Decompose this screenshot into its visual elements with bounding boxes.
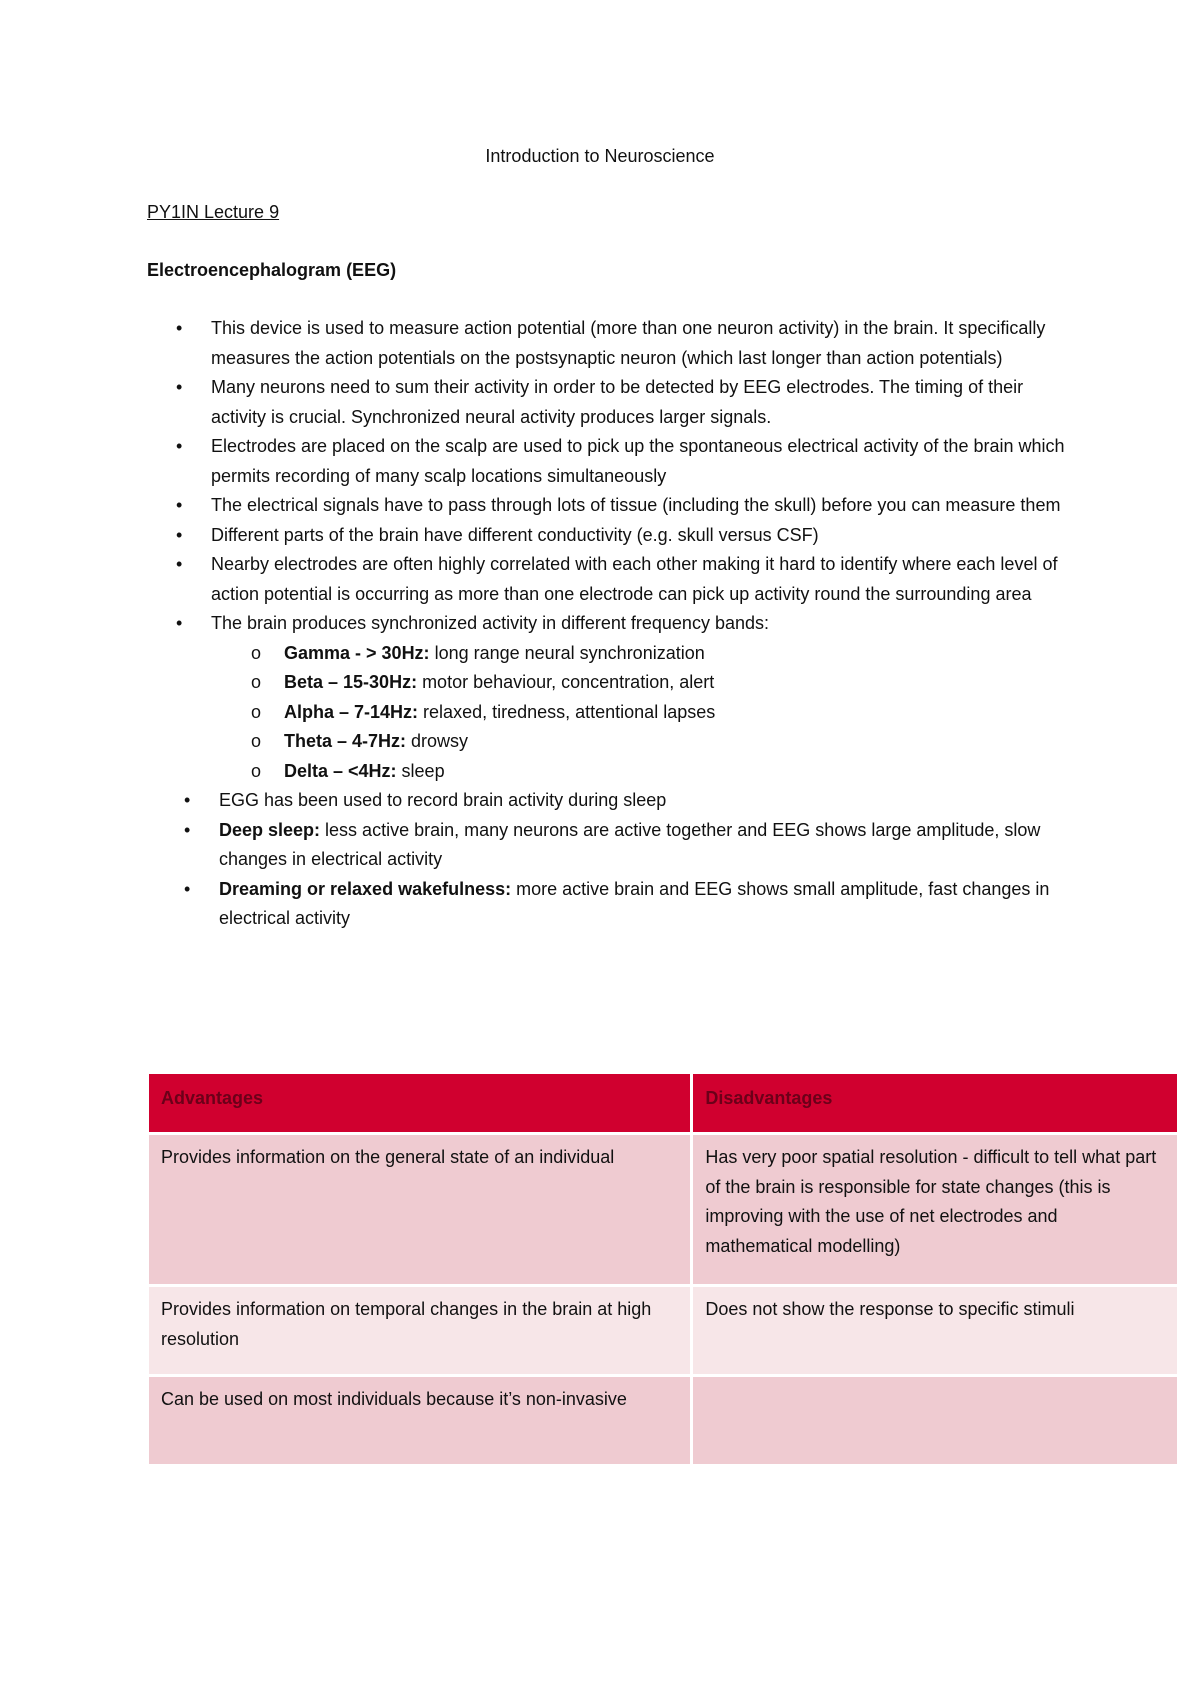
sub-bullet-icon: o — [251, 672, 262, 692]
bullet-icon: • — [176, 613, 183, 633]
pros-cons-table — [146, 1071, 1180, 1467]
list-item: • EGG has been used to record brain activity during sleep — [0, 786, 1200, 816]
list-item: • This device is used to measure action potential (more than one neuron activity) in the brain. It specifically measures the action potentials on the postsynaptic neuron (which last longer than action potentials) — [0, 314, 1200, 373]
sub-bullet-icon: o — [251, 731, 262, 751]
sub-bullet-icon: o — [251, 701, 262, 722]
bullet-icon: • — [176, 318, 183, 338]
list-item: • Electrodes are placed on the scalp are used to pick up the spontaneous electrical activity of the brain which permits recording of many scalp locations simultaneously — [0, 432, 1200, 491]
frequency-band-item: o Gamma - > 30Hz: long range neural synchronization — [0, 639, 1200, 669]
list-item: • Deep sleep: less active brain, many neurons are active together and EEG shows large amplitude, slow changes in electrical activity — [0, 816, 1200, 875]
bullet-icon: • — [176, 524, 183, 545]
bullet-icon: • — [176, 554, 183, 574]
advantages-header: Advantages — [149, 1074, 690, 1132]
bullet-icon: • — [184, 878, 191, 899]
bullet-list — [0, 314, 1200, 934]
table-cell — [693, 1377, 1177, 1464]
table-row — [149, 1287, 1177, 1374]
table-row — [149, 1135, 1177, 1284]
table-row — [149, 1377, 1177, 1464]
list-item: • Nearby electrodes are often highly correlated with each other making it hard to identify where each level of action potential is occurring as more than one electrode can pick up activity round the surrounding area — [0, 550, 1200, 609]
table-cell: Provides information on temporal changes in the brain at high resolution — [149, 1287, 690, 1374]
sub-bullet-icon: o — [251, 642, 262, 663]
sub-bullet-icon: o — [251, 760, 262, 781]
table-cell: Does not show the response to specific stimuli — [693, 1287, 1177, 1374]
bullet-icon: • — [176, 495, 183, 515]
list-item: • The electrical signals have to pass through lots of tissue (including the skull) before you can measure them — [0, 491, 1200, 521]
table-cell: Provides information on the general state of an individual — [149, 1135, 690, 1284]
lecture-label: PY1IN Lecture 9 — [147, 202, 280, 222]
bullet-icon: • — [184, 819, 191, 840]
list-item: • Different parts of the brain have different conductivity (e.g. skull versus CSF) — [0, 521, 1200, 551]
table-cell: Has very poor spatial resolution - difficult to tell what part of the brain is responsible for state changes (this is improving with the use of net electrodes and mathematical modelling) — [693, 1135, 1177, 1284]
frequency-band-item: o Beta – 15-30Hz: motor behaviour, concentration, alert — [0, 668, 1200, 698]
bullet-icon: • — [184, 790, 191, 810]
list-item: • Many neurons need to sum their activity in order to be detected by EEG electrodes. The timing of their activity is crucial. Synchronized neural activity produces larger signals. — [0, 373, 1200, 432]
document-title: Introduction to Neuroscience — [485, 146, 715, 166]
table-header-row — [149, 1074, 1177, 1132]
bullet-icon: • — [176, 377, 183, 397]
list-item: • Dreaming or relaxed wakefulness: more active brain and EEG shows small amplitude, fast changes in electrical activity — [0, 875, 1200, 934]
frequency-band-item: o Theta – 4-7Hz: drowsy — [0, 727, 1200, 757]
frequency-band-item: o Alpha – 7-14Hz: relaxed, tiredness, attentional lapses — [0, 698, 1200, 728]
table-cell: Can be used on most individuals because it’s non-invasive — [149, 1377, 690, 1464]
disadvantages-header: Disadvantages — [693, 1074, 1177, 1132]
list-item: • The brain produces synchronized activity in different frequency bands: — [0, 609, 1200, 639]
section-heading: Electroencephalogram (EEG) — [147, 260, 397, 280]
bullet-icon: • — [176, 436, 183, 456]
frequency-band-item: o Delta – <4Hz: sleep — [0, 757, 1200, 787]
